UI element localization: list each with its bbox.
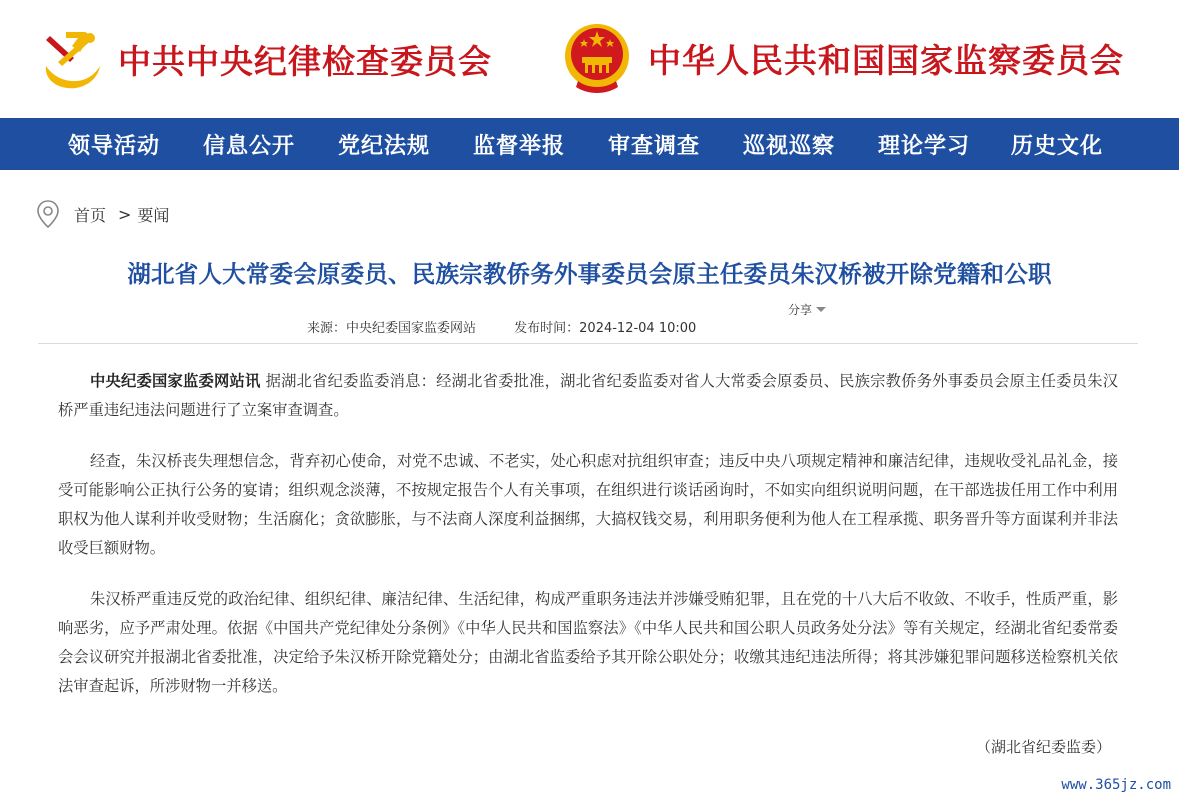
- article-source: 来源：中央纪委国家监委网站: [307, 321, 477, 336]
- paragraph-1-text: 据湖北省纪委监委消息：经湖北省委批准，湖北省纪委监委对省人大常委会原委员、民族宗教侨务外事委员会原主任委员朱汉桥严重违纪违法问题进行了立案审查调查。: [58, 372, 1118, 419]
- national-emblem-icon: [560, 19, 634, 97]
- nsc-brand[interactable]: [560, 18, 1124, 98]
- nav-item-inspection[interactable]: 巡视巡察: [743, 133, 836, 159]
- ccdi-title: 中共中央纪律检查委员会: [118, 41, 492, 81]
- nav-item-report[interactable]: 监督举报: [473, 133, 566, 159]
- article-footer-source: （湖北省纪委监委）: [975, 738, 1111, 756]
- location-pin-icon: [36, 199, 60, 229]
- divider: [38, 343, 1138, 344]
- site-header: [0, 0, 1179, 118]
- article-paragraph: [58, 447, 1118, 563]
- watermark: www.365jz.com: [1061, 777, 1171, 793]
- chevron-down-icon: [816, 307, 826, 312]
- article-paragraph: [58, 367, 1118, 425]
- article-meta: [307, 317, 696, 336]
- nav-item-theory[interactable]: 理论学习: [878, 133, 971, 159]
- article-lead: 中央纪委国家监委网站讯: [90, 372, 261, 390]
- ccdi-brand[interactable]: [36, 24, 492, 94]
- share-button[interactable]: [788, 301, 826, 318]
- breadcrumb-separator: >: [118, 204, 132, 224]
- paragraph-3-text: 朱汉桥严重违反党的政治纪律、组织纪律、廉洁纪律、生活纪律，构成严重职务违法并涉嫌受贿犯罪，且在党的十八大后不收敛、不收手，性质严重，影响恶劣，应予严肃处理。依据《中国共产党纪律处分条例》《中华人民共和国监察法》《中华人民共和国公职人员政务处分法》等有关规定，经湖北省纪委常委会会议研究并报湖北省委批准，决定给予朱汉桥开除党籍处分；由湖北省监委给予其开除公职处分；收缴其违纪违法所得；将其涉嫌犯罪问题移送检察机关依法审查起诉，所涉财物一并移送。: [58, 590, 1118, 695]
- nav-item-info-disclosure[interactable]: 信息公开: [203, 133, 296, 159]
- breadcrumb-current[interactable]: 要闻: [137, 205, 170, 225]
- nav-item-history[interactable]: 历史文化: [1011, 133, 1104, 159]
- nav-item-leadership[interactable]: 领导活动: [68, 133, 161, 159]
- main-nav: [0, 118, 1179, 170]
- share-label: 分享: [788, 303, 813, 317]
- article-paragraph: [58, 585, 1118, 701]
- nsc-title: 中华人民共和国国家监察委员会: [648, 40, 1124, 80]
- article-date: 发布时间：2024-12-04 10:00: [514, 321, 697, 336]
- nav-item-investigation[interactable]: 审查调查: [608, 133, 701, 159]
- paragraph-2-text: 经查，朱汉桥丧失理想信念，背弃初心使命，对党不忠诚、不老实，处心积虑对抗组织审查；违反中央八项规定精神和廉洁纪律，违规收受礼品礼金，接受可能影响公正执行公务的宴请；组织观念淡薄，不按规定报告个人有关事项，在组织进行谈话函询时，不如实向组织说明问题，在干部选拔任用工作中利用职权为他人谋利并收受财物；生活腐化；贪欲膨胀，与不法商人深度利益捆绑，大搞权钱交易，利用职务便利为他人在工程承揽、职务晋升等方面谋利并非法收受巨额财物。: [58, 452, 1118, 557]
- breadcrumb: [36, 198, 169, 230]
- article-title: 湖北省人大常委会原委员、民族宗教侨务外事委员会原主任委员朱汉桥被开除党籍和公职: [127, 260, 1052, 288]
- breadcrumb-home[interactable]: 首页: [74, 205, 107, 225]
- nav-item-regulations[interactable]: 党纪法规: [338, 133, 431, 159]
- article-body: [58, 367, 1118, 723]
- party-emblem-icon: [36, 26, 106, 92]
